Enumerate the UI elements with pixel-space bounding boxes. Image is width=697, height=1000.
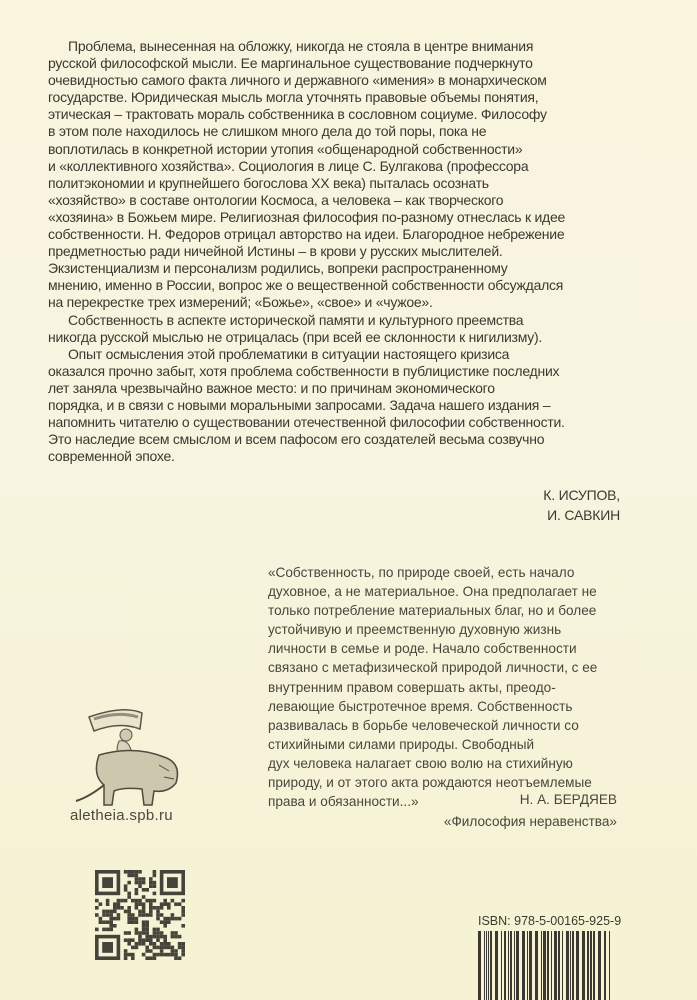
barcode-icon [478, 931, 613, 1000]
quote-line: стихийными силами природы. Свободный [268, 736, 535, 752]
annotation-text [48, 38, 648, 465]
text-line: Это наследие всем смыслом и всем пафосом его создателей весьма созвучно [48, 431, 545, 448]
publisher-url[interactable]: aletheia.spb.ru [70, 807, 173, 824]
text-line: мнению, именно в России, вопрос же о вещественной собственности обсуждался [48, 277, 564, 294]
text-line: этическая – трактовать мораль собственника в сословном социуме. Философу [48, 106, 547, 123]
isbn-label: ISBN: 978-5-00165-925-9 [478, 914, 622, 928]
quote-line: «Собственность, по природе своей, есть начало [268, 565, 575, 580]
berdyaev-quote [268, 563, 597, 811]
text-line: напомнить читателю о существовании отечественной философии собственности. [48, 414, 565, 431]
quote-line: природу, и от этого акта рождаются неотъемлемые [268, 775, 592, 791]
author-isupov: К. ИСУПОВ, [543, 487, 620, 503]
text-line: воплотилась в конкретной истории утопия «общенародной собственности» [48, 140, 523, 157]
quote-source: «Философия неравенства» [443, 814, 617, 829]
quote-line: устойчивую и преемственную духовную жизнь [268, 622, 562, 638]
paragraph-3 [48, 346, 648, 466]
text-line: «хозяина» в Божьем мире. Религиозная философия по-разному отнеслась к идее [48, 208, 566, 225]
text-line: лет заняла чрезвычайно важное место: и по причинам экономического [48, 379, 495, 396]
text-line: очевидностью самого факта личного и державного «имения» в монархическом [48, 72, 547, 89]
quote-line: развивалась в борьбе человеческой личности со [268, 717, 579, 733]
text-line: Экзистенциализм и персонализм родились, вопреки распространенному [48, 260, 508, 277]
paragraph-2 [48, 312, 648, 346]
quote-line: духовное, а не материальное. Она предполагает не [268, 584, 597, 600]
text-line: Собственность в аспекте исторической памяти и культурного преемства [68, 311, 524, 328]
text-line: политэкономии и крупнейшего богослова XX века) пыталась осознать [48, 174, 489, 191]
quote-line: связано с метафизической природой личности, с ее [268, 660, 598, 676]
quote-line: только потребление материальных благ, но и более [268, 603, 597, 619]
text-line: предметностью ради ничейной Истины – в крови у русских мыслителей. [48, 243, 503, 260]
text-line: оказался прочно забыт, хотя проблема собственности в публицистике последних [48, 362, 560, 379]
text-line: и «коллективного хозяйства». Социология в лице С. Булгакова (профессора [48, 157, 529, 174]
text-line: русской философской мысли. Ее маргинальное существование подчеркнуто [48, 55, 533, 72]
text-line: порядка, и в связи с новыми моральными запросами. Задача нашего издания – [48, 396, 551, 413]
quote-line: личности в семье и роде. Начало собственности [268, 641, 577, 657]
quote-author: Н. А. БЕРДЯЕВ [519, 792, 617, 807]
text-line: «хозяйство» в составе онтологии Космоса, а человека – как творческого [48, 191, 504, 208]
text-line: Проблема, вынесенная на обложку, никогда не стояла в центре внимания [68, 38, 534, 54]
text-line: государстве. Юридическая мысль могла уточнять правовые объемы понятия, [48, 89, 539, 106]
qr-code-icon [95, 870, 185, 960]
quote-line: левающие быстротечное время. Собственность [268, 698, 573, 714]
text-line: современной эпохе. [48, 448, 175, 465]
paragraph-1 [48, 38, 648, 312]
quote-line: права и обязанности...» [268, 794, 419, 810]
quote-line: внутренним правом совершать акты, преодо- [268, 679, 556, 695]
text-line: никогда русской мыслью не отрицалась (при всей ее склонности к нигилизму). [48, 328, 543, 345]
text-line: на перекрестке трех измерений; «Божье», «свое» и «чужое». [48, 294, 433, 311]
author-savkin: И. САВКИН [547, 507, 620, 523]
text-line: Опыт осмысления этой проблематики в ситуации настоящего кризиса [68, 345, 510, 362]
quote-line: дух человека налагает свою волю на стихийную [268, 755, 573, 771]
text-line: в этом поле находилось не слишком много дела до той поры, пока не [48, 123, 487, 140]
aletheia-logo-icon [64, 705, 204, 810]
text-line: собственности. Н. Федоров отрицал авторство на идеи. Благородное небрежение [48, 226, 565, 243]
